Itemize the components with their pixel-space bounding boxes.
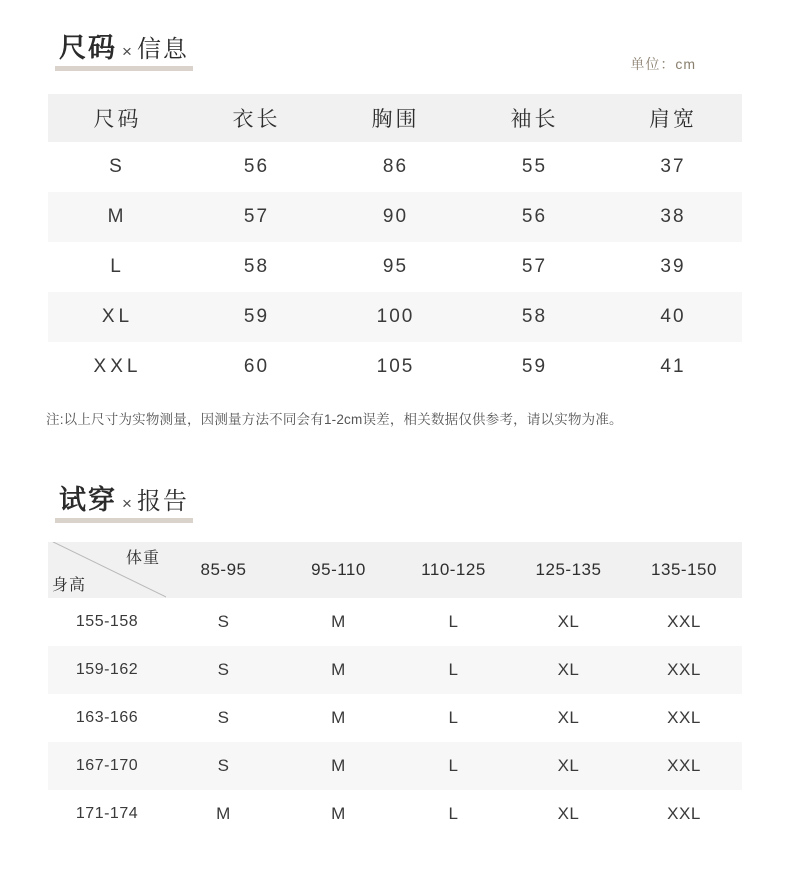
size-cell-length: 59 — [187, 292, 326, 342]
fit-table-weight-header: 135-150 — [626, 542, 742, 598]
fit-report-title-underline — [55, 518, 193, 523]
size-cell-shoulder: 39 — [604, 242, 742, 292]
size-cell-size: XL — [48, 292, 187, 342]
size-cell-length: 60 — [187, 342, 326, 392]
table-row — [48, 598, 742, 646]
fit-cell-size: S — [166, 646, 281, 694]
fit-cell-size: XL — [511, 598, 626, 646]
size-info-title-underline — [55, 66, 193, 71]
size-cell-bust: 90 — [326, 192, 465, 242]
table-row — [48, 790, 742, 838]
fit-table-header-row — [48, 542, 742, 598]
fit-table-corner-cell — [48, 542, 166, 598]
fit-cell-size: L — [396, 598, 511, 646]
size-cell-bust: 100 — [326, 292, 465, 342]
fit-report-title-light: 报告 — [136, 488, 189, 515]
fit-report-table — [48, 542, 742, 838]
fit-cell-size: M — [281, 694, 396, 742]
size-cell-bust: 105 — [326, 342, 465, 392]
size-info-title-separator: × — [122, 42, 132, 61]
size-info-title-wrap — [55, 26, 193, 67]
fit-cell-size: S — [166, 694, 281, 742]
size-cell-sleeve: 56 — [465, 192, 604, 242]
size-table-header-cell: 尺码 — [48, 94, 187, 142]
table-row — [48, 242, 742, 292]
fit-cell-size: S — [166, 742, 281, 790]
fit-cell-size: L — [396, 790, 511, 838]
fit-cell-size: M — [281, 742, 396, 790]
fit-row-height: 167-170 — [48, 742, 166, 790]
fit-row-height: 155-158 — [48, 598, 166, 646]
size-table-header-cell: 衣长 — [187, 94, 326, 142]
fit-row-height: 163-166 — [48, 694, 166, 742]
fit-cell-size: L — [396, 742, 511, 790]
fit-cell-size: XL — [511, 646, 626, 694]
size-cell-size: XXL — [48, 342, 187, 392]
fit-cell-size: XL — [511, 694, 626, 742]
fit-cell-size: M — [166, 790, 281, 838]
fit-cell-size: XXL — [626, 598, 742, 646]
table-row — [48, 342, 742, 392]
table-row — [48, 742, 742, 790]
size-table-head — [48, 94, 742, 142]
fit-report-heading — [55, 478, 193, 519]
fit-table-head — [48, 542, 742, 598]
fit-cell-size: XL — [511, 742, 626, 790]
fit-table-body — [48, 598, 742, 838]
fit-cell-size: XL — [511, 790, 626, 838]
table-row — [48, 192, 742, 242]
fit-cell-size: L — [396, 646, 511, 694]
table-row — [48, 292, 742, 342]
fit-cell-size: XXL — [626, 790, 742, 838]
fit-report-title-separator: × — [122, 494, 132, 513]
fit-table-weight-header: 95-110 — [281, 542, 396, 598]
size-cell-size: S — [48, 142, 187, 192]
size-cell-size: M — [48, 192, 187, 242]
size-cell-bust: 86 — [326, 142, 465, 192]
size-cell-length: 58 — [187, 242, 326, 292]
size-table-header-row — [48, 94, 742, 142]
size-cell-bust: 95 — [326, 242, 465, 292]
size-info-title-strong: 尺码 — [59, 33, 117, 63]
table-row — [48, 646, 742, 694]
size-table-body — [48, 142, 742, 392]
size-cell-sleeve: 59 — [465, 342, 604, 392]
fit-table-weight-header: 110-125 — [396, 542, 511, 598]
table-row — [48, 142, 742, 192]
fit-cell-size: S — [166, 598, 281, 646]
size-cell-shoulder: 40 — [604, 292, 742, 342]
fit-cell-size: M — [281, 598, 396, 646]
size-cell-shoulder: 38 — [604, 192, 742, 242]
unit-note: 单位：cm — [630, 56, 696, 72]
fit-row-height: 159-162 — [48, 646, 166, 694]
fit-cell-size: M — [281, 790, 396, 838]
size-cell-sleeve: 55 — [465, 142, 604, 192]
fit-table-weight-header: 85-95 — [166, 542, 281, 598]
size-cell-size: L — [48, 242, 187, 292]
size-cell-sleeve: 58 — [465, 292, 604, 342]
corner-weight-label: 体重 — [125, 550, 160, 567]
size-info-title-light: 信息 — [136, 36, 189, 63]
size-cell-shoulder: 41 — [604, 342, 742, 392]
size-table — [48, 94, 742, 392]
fit-cell-size: L — [396, 694, 511, 742]
size-table-footnote: 注:以上尺寸为实物测量，因测量方法不同会有1-2cm误差，相关数据仅供参考，请以实物为准。 — [46, 412, 623, 427]
size-info-heading — [55, 26, 193, 67]
size-cell-length: 57 — [187, 192, 326, 242]
table-row — [48, 694, 742, 742]
fit-table-weight-header: 125-135 — [511, 542, 626, 598]
fit-report-title-wrap — [55, 478, 193, 519]
fit-cell-size: XXL — [626, 694, 742, 742]
corner-height-label: 身高 — [52, 577, 87, 594]
fit-cell-size: XXL — [626, 646, 742, 694]
size-cell-shoulder: 37 — [604, 142, 742, 192]
size-cell-sleeve: 57 — [465, 242, 604, 292]
fit-cell-size: M — [281, 646, 396, 694]
fit-row-height: 171-174 — [48, 790, 166, 838]
corner-inner — [48, 542, 166, 598]
fit-report-title-strong: 试穿 — [59, 485, 117, 515]
fit-cell-size: XXL — [626, 742, 742, 790]
size-table-header-cell: 袖长 — [465, 94, 604, 142]
size-cell-length: 56 — [187, 142, 326, 192]
size-table-header-cell: 胸围 — [326, 94, 465, 142]
size-table-header-cell: 肩宽 — [604, 94, 742, 142]
